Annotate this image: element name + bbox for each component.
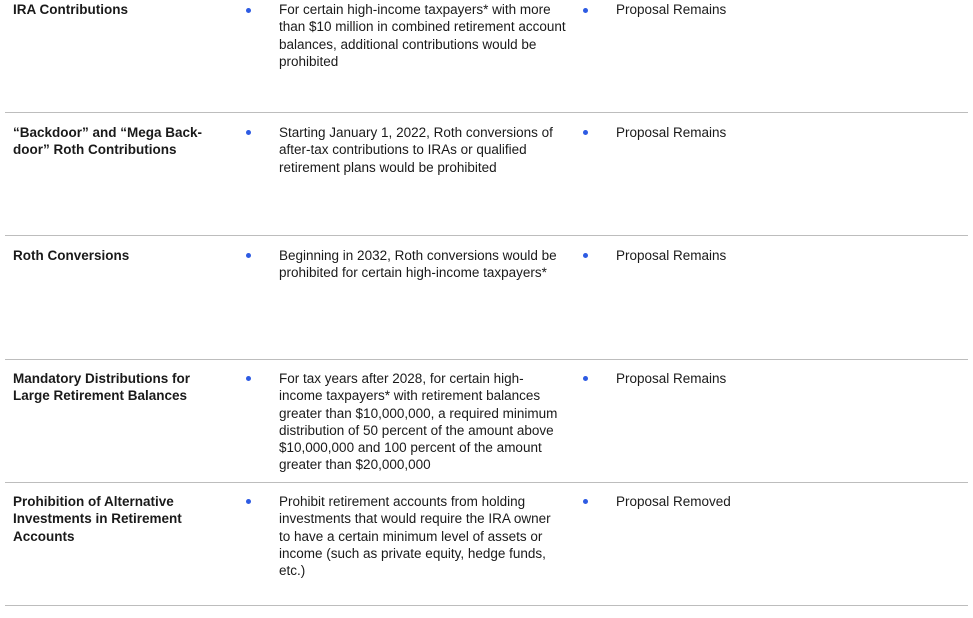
row-title: “Backdoor” and “Mega Back-door” Roth Contributions (13, 125, 203, 158)
row-status: Proposal Remains (616, 371, 727, 386)
bullet-icon (246, 499, 251, 504)
table-row (5, 236, 968, 360)
row-status: Proposal Remains (616, 248, 727, 263)
row-status: Proposal Removed (616, 494, 731, 509)
row-description: For tax years after 2028, for certain high-income taxpayers* with retirement balances greater than $10,000,000, a required minimum distribution of 50 percent of the amount above $10,000,000 and 100 percent of the amount greater than $20,000,000 (279, 371, 558, 473)
bullet-icon (583, 130, 588, 135)
row-title: Prohibition of Alternative Investments in Retirement Accounts (13, 494, 182, 544)
table-row (5, 360, 968, 483)
bullet-icon (246, 8, 251, 13)
bullet-icon (246, 376, 251, 381)
bullet-icon (583, 253, 588, 258)
bullet-icon (583, 499, 588, 504)
table-row (5, 113, 968, 236)
row-title: Mandatory Distributions for Large Retirement Balances (13, 371, 191, 404)
row-description: For certain high-income taxpayers* with more than $10 million in combined retirement account balances, additional contributions would be prohibited (279, 2, 566, 69)
bullet-icon (246, 253, 251, 258)
row-status: Proposal Remains (616, 2, 727, 17)
row-status: Proposal Remains (616, 125, 727, 140)
row-description: Starting January 1, 2022, Roth conversions of after-tax contributions to IRAs or qualified retirement plans would be prohibited (279, 125, 553, 175)
row-description: Beginning in 2032, Roth conversions would be prohibited for certain high-income taxpayers* (279, 248, 557, 281)
row-title: Roth Conversions (13, 248, 130, 263)
row-description: Prohibit retirement accounts from holding investments that would require the IRA owner to have a certain minimum level of assets or income (such as private equity, hedge funds, etc.) (279, 494, 551, 579)
bullet-icon (246, 130, 251, 135)
table-row (5, 0, 968, 113)
bullet-icon (583, 8, 588, 13)
table-row (5, 483, 968, 606)
row-title: IRA Contributions (13, 2, 128, 17)
bullet-icon (583, 376, 588, 381)
